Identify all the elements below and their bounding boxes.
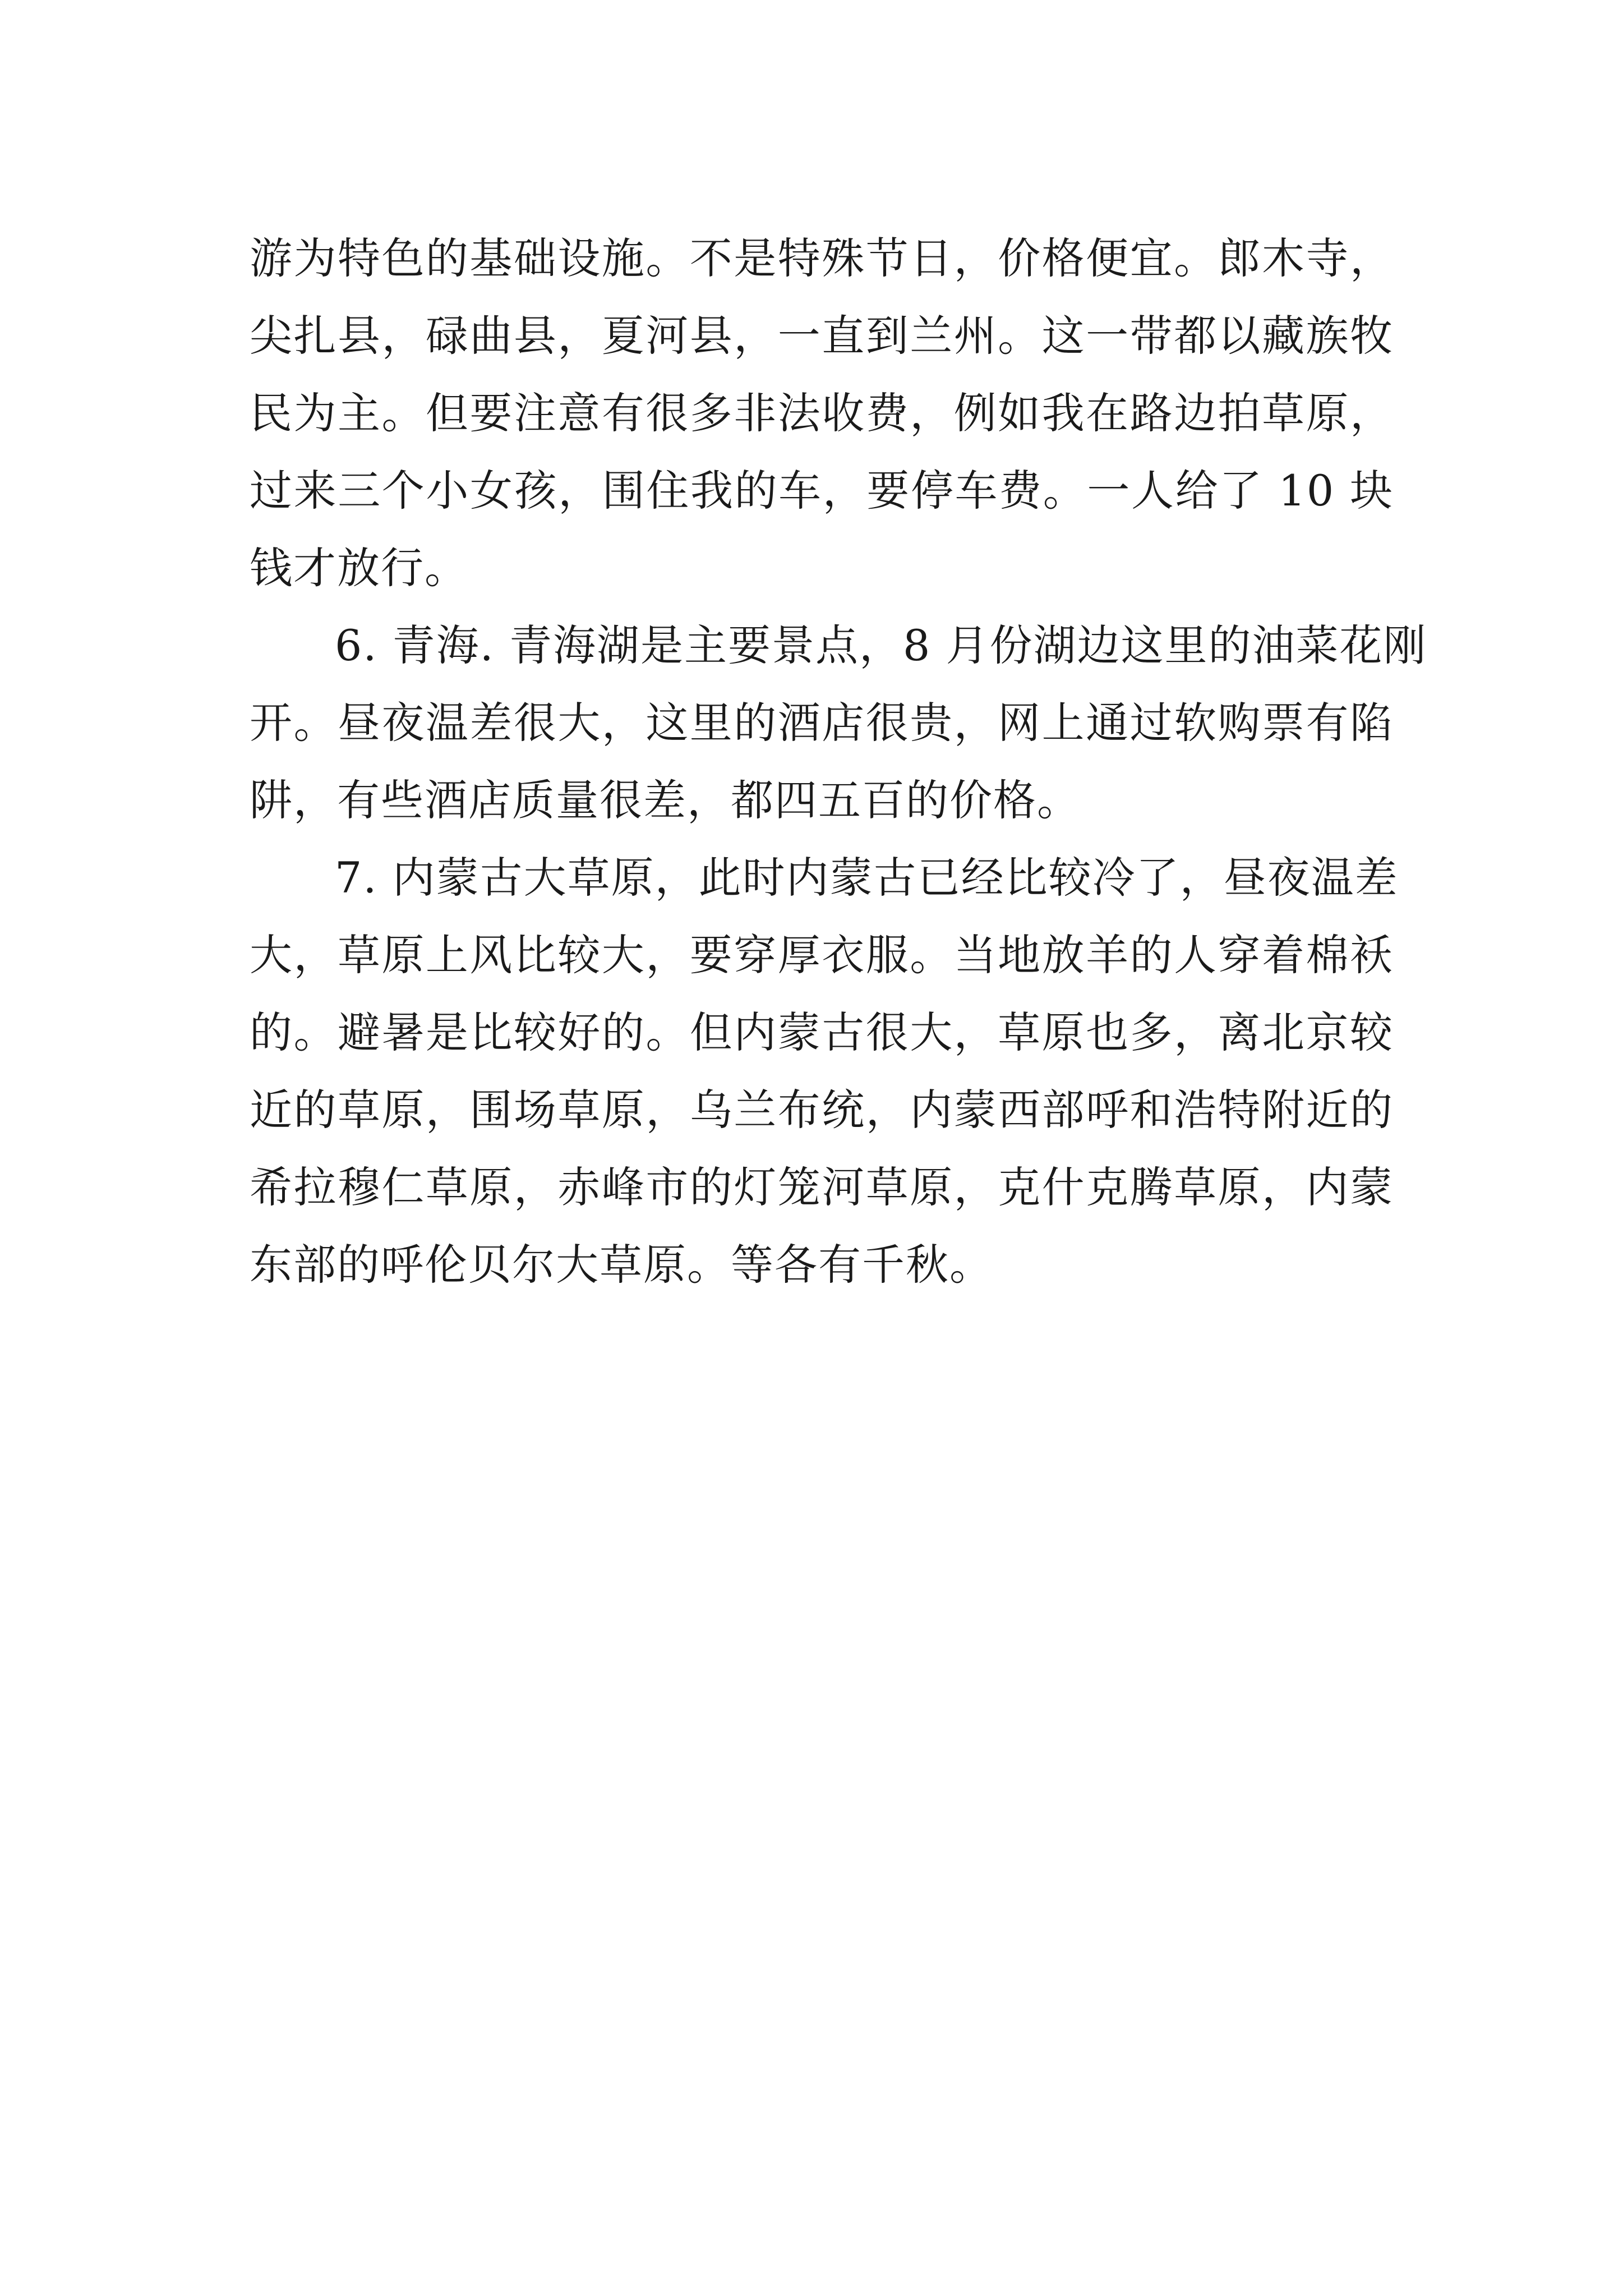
text-line: 6. 青海. 青海湖是主要景点，8 月份湖边这里的油菜花刚 (335, 620, 1427, 670)
text-line: 7. 内蒙古大草原，此时内蒙古已经比较冷了，昼夜温差 (335, 853, 1399, 903)
text-line: 开。昼夜温差很大，这里的酒店很贵，网上通过软购票有陷 (250, 698, 1394, 748)
text-line: 东部的呼伦贝尔大草原。等各有千秋。 (250, 1240, 993, 1290)
text-line: 过来三个小女孩，围住我的车，要停车费。一人给了 10 块 (250, 466, 1394, 516)
text-line: 阱，有些酒店质量很差，都四五百的价格。 (250, 775, 1081, 825)
text-line: 钱才放行。 (250, 543, 468, 593)
text-line: 的。避暑是比较好的。但内蒙古很大，草原也多，离北京较 (250, 1007, 1394, 1057)
paragraph-3 (250, 839, 1399, 1304)
document-body (250, 220, 1427, 1304)
text-line: 民为主。但要注意有很多非法收费，例如我在路边拍草原， (250, 388, 1394, 438)
text-line: 希拉穆仁草原，赤峰市的灯笼河草原，克什克腾草原，内蒙 (250, 1162, 1394, 1212)
text-line: 大，草原上风比较大，要穿厚衣服。当地放羊的人穿着棉袄 (250, 930, 1394, 980)
text-line: 近的草原，围场草原，乌兰布统，内蒙西部呼和浩特附近的 (250, 1085, 1394, 1135)
paragraph-2 (250, 607, 1427, 839)
text-line: 尖扎县，碌曲县，夏河县，一直到兰州。这一带都以藏族牧 (250, 311, 1394, 361)
paragraph-1 (250, 220, 1394, 607)
text-line: 游为特色的基础设施。不是特殊节日，价格便宜。郎木寺， (250, 233, 1394, 283)
